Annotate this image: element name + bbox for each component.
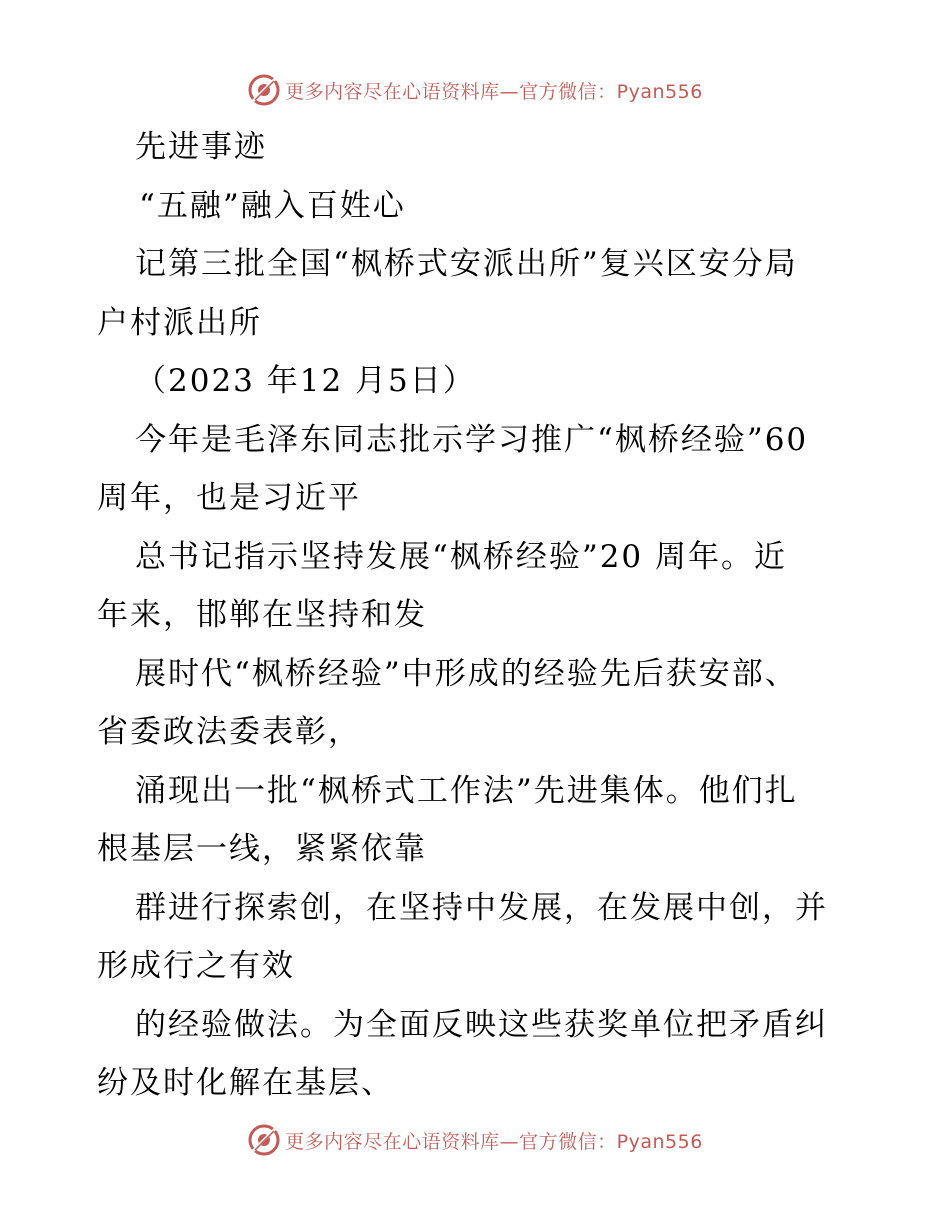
body-text [97,118,857,1113]
watermark-footer [0,1120,950,1160]
text-line: 总书记指示坚持发展“枫桥经验”20 周年。近 [135,538,787,575]
text-line: 根基层一线，紧紧依靠 [97,831,427,867]
logo-icon [247,1123,281,1157]
text-line: 纷及时化解在基层、 [97,1065,394,1101]
text-line: 今年是毛泽东同志批示学习推广“枫桥经验”60 [135,421,809,458]
watermark-text: 更多内容尽在心语资料库—官方微信：Pyan556 [285,1130,703,1153]
text-line: 形成行之有效 [97,948,295,984]
watermark-text: 更多内容尽在心语资料库—官方微信：Pyan556 [285,80,703,103]
text-line: 户村派出所 [97,304,262,341]
watermark-header [0,70,950,110]
text-line: 群进行探索创，在坚持中发展，在发展中创，并 [135,889,828,926]
text-line: 记第三批全国“枫桥式安派出所”复兴区安分局 [135,246,798,282]
text-line: “五融”融入百姓心 [139,187,406,224]
text-line: （2023 年12 月5日） [135,363,476,399]
text-line: 的经验做法。为全面反映这些获奖单位把矛盾纠 [135,1006,828,1043]
text-line: 省委政法委表彰， [97,714,361,750]
text-line: 涌现出一批“枫桥式工作法”先进集体。他们扎 [135,772,798,809]
text-line: 周年，也是习近平 [97,480,361,516]
logo-icon [247,73,281,107]
text-line: 年来，邯郸在坚持和发 [97,597,427,633]
text-line: 先进事迹 [135,129,267,165]
text-line: 展时代“枫桥经验”中形成的经验先后获安部、 [135,655,798,692]
